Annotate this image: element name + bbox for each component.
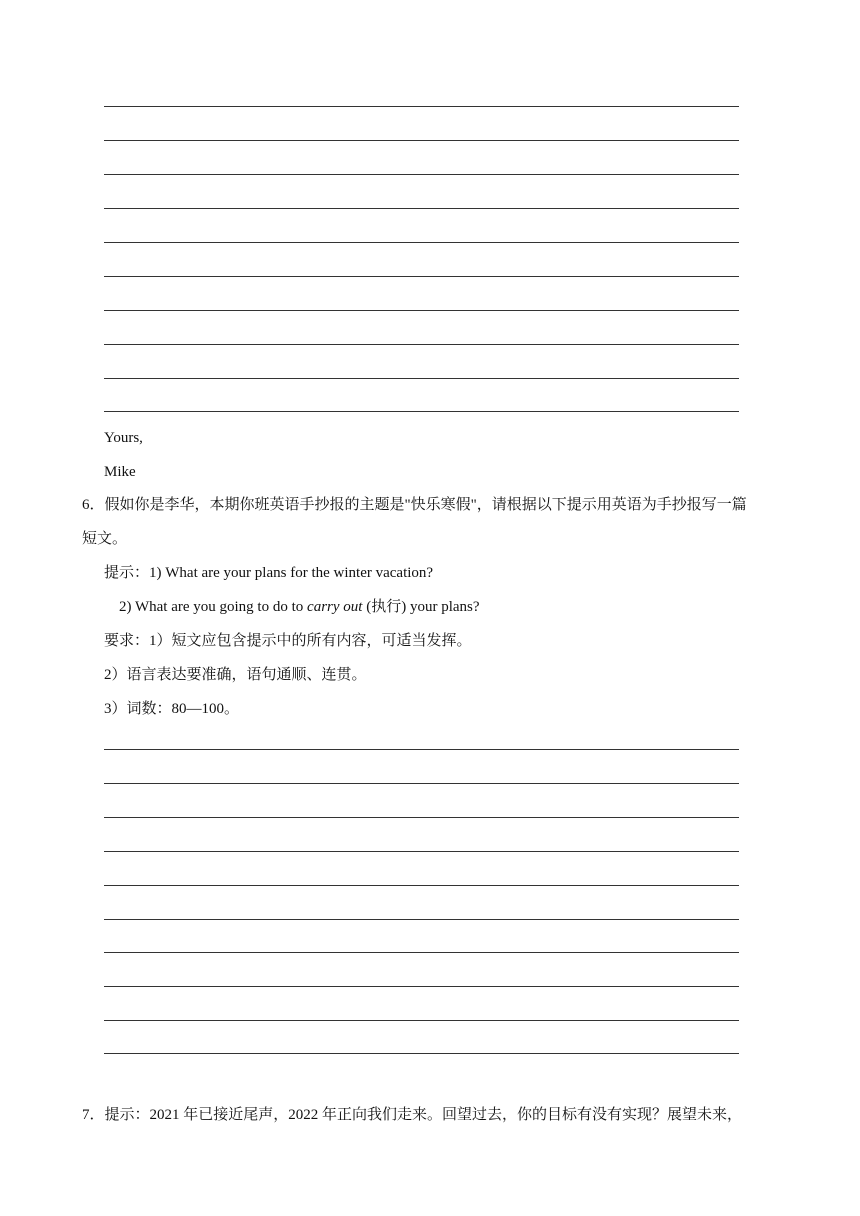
- writing-line: [104, 885, 739, 886]
- writing-line: [104, 1020, 739, 1021]
- letter-closing: Yours,: [104, 430, 143, 446]
- writing-line: [104, 310, 739, 311]
- writing-line: [104, 174, 739, 175]
- writing-line: [104, 952, 739, 953]
- writing-line: [104, 851, 739, 852]
- writing-line: [104, 208, 739, 209]
- requirement-1: [104, 631, 472, 651]
- question-number: 6: [82, 497, 90, 513]
- question-7-stem: [82, 1105, 742, 1125]
- letter-signature: Mike: [104, 464, 136, 480]
- writing-line: [104, 1053, 739, 1054]
- writing-line: [104, 817, 739, 818]
- writing-line: [104, 749, 739, 750]
- writing-line: [104, 919, 739, 920]
- writing-line: [104, 242, 739, 243]
- writing-line: [104, 140, 739, 141]
- requirement-label: 要求：: [104, 633, 150, 649]
- writing-line: [104, 986, 739, 987]
- writing-line: [104, 378, 739, 379]
- question-6-stem-cont: 短文。: [82, 531, 128, 547]
- hint-1: [104, 563, 433, 583]
- question-stem-text: ．提示：2021 年已接近尾声，2022 年正向我们走来。回望过去，你的目标有没有实现？展望未来，: [89, 1107, 743, 1123]
- hint-italic-phrase: carry out: [307, 599, 363, 615]
- requirement-text: 1）短文应包含提示中的所有内容，可适当发挥。: [149, 633, 472, 649]
- writing-line: [104, 344, 739, 345]
- requirement-2: 2）语言表达要准确，语句通顺、连贯。: [104, 667, 367, 683]
- question-number: 7: [82, 1107, 90, 1123]
- question-stem-text: ．假如你是李华，本期你班英语手抄报的主题是"快乐寒假"，请根据以下提示用英语为手抄报写一篇: [89, 497, 747, 513]
- writing-line: [104, 276, 739, 277]
- writing-line: [104, 106, 739, 107]
- hint-2: [119, 597, 480, 617]
- hint-label: 提示：: [104, 565, 150, 581]
- writing-line: [104, 411, 739, 412]
- writing-line: [104, 783, 739, 784]
- hint-text: (执行) your plans?: [362, 599, 480, 615]
- requirement-3: 3）词数：80—100。: [104, 701, 240, 717]
- hint-text: 2) What are you going to do to: [119, 599, 308, 615]
- question-6-stem: [82, 495, 747, 515]
- hint-text: 1) What are your plans for the winter vacation?: [149, 565, 434, 581]
